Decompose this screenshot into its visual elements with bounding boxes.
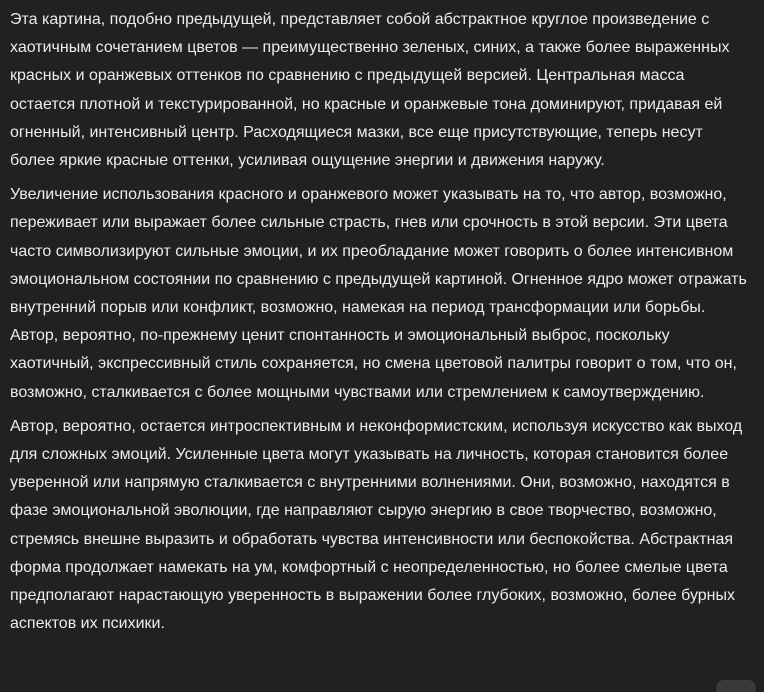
message-paragraph-2: Увеличение использования красного и оранжевого может указывать на то, что автор, возможно, переживает или выражает более сильные страсть, гнев или срочность в этой версии. Эти цвета часто символизируют сильные эмоции, и их преобладание может говорить о более интенсивном эмоциональном состоянии по сравнению с предыдущей картиной. Огненное ядро может отражать внутренний порыв или конфликт, возможно, намекая на период трансформации или борьбы. Автор, вероятно, по-прежнему ценит спонтанность и эмоциональный выброс, поскольку хаотичный, экспрессивный стиль сохраняется, но смена цветовой палитры говорит о том, что он, возможно, сталкивается с более мощными чувствами или стремлением к самоутверждению. <box>10 186 747 401</box>
scroll-to-bottom-button[interactable] <box>716 680 756 692</box>
message-paragraph-3: Автор, вероятно, остается интроспективным и неконформистским, используя искусство как выход для сложных эмоций. Усиленные цвета могут указывать на личность, которая становится более уверенной или напрямую сталкивается с внутренними волнениями. Они, возможно, находятся в фазе эмоциональной эволюции, где направляют сырую энергию в свое творчество, возможно, стремясь внешне выразить и обработать чувства интенсивности или беспокойства. Абстрактная форма продолжает намекать на ум, комфортный с неопределенностью, но более смелые цвета предполагают нарастающую уверенность в выражении более глубоких, возможно, более бурных аспектов их психики. <box>10 417 743 633</box>
message-paragraph-1: Эта картина, подобно предыдущей, представляет собой абстрактное круглое произведение с хаотичным сочетанием цветов — преимущественно зеленых, синих, а также более выраженных красных и оранжевых оттенков по сравнению с предыдущей версией. Центральная масса остается плотной и текстурированной, но красные и оранжевые тона доминируют, придавая ей огненный, интенсивный центр. Расходящиеся мазки, все еще присутствующие, теперь несут более яркие красные оттенки, усиливая ощущение энергии и движения наружу. <box>10 11 730 170</box>
